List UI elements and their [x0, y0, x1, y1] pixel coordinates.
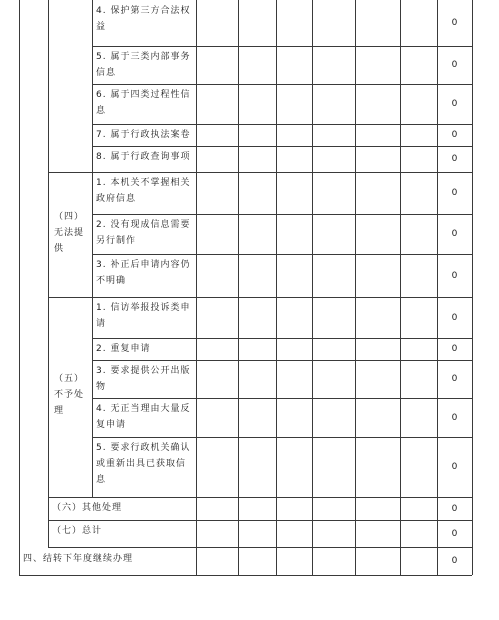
item-label: 7. 属于行政执法案卷	[96, 130, 191, 140]
item-value: 0	[451, 188, 458, 198]
grid-line-h	[92, 146, 472, 147]
summary-value: 0	[451, 528, 458, 539]
group-label: （四）无法提供	[54, 211, 85, 254]
grid-line-h	[92, 254, 472, 255]
grid-line-h	[48, 297, 92, 298]
grid-line-v	[48, 0, 49, 547]
item-label: 4. 无正当理由大量反复申请	[96, 404, 191, 430]
grid-line-v	[19, 0, 20, 575]
grid-line-h	[92, 437, 472, 438]
item-label: 6. 属于四类过程性信息	[96, 90, 191, 116]
grid-line-h	[92, 84, 472, 85]
item-label: 3. 要求提供公开出版物	[96, 366, 191, 392]
item-label: 8. 属于行政查询事项	[96, 152, 191, 162]
item-value: 0	[451, 229, 458, 239]
item-label: 2. 重复申请	[96, 344, 151, 354]
carryover-label: 四、结转下年度继续办理	[23, 554, 134, 564]
grid-line-v	[437, 0, 438, 575]
grid-line-v	[92, 0, 93, 497]
grid-line-h	[48, 497, 92, 498]
group-label: （五）不予处理	[54, 374, 85, 416]
grid-line-h	[92, 360, 472, 361]
grid-line-v	[355, 0, 356, 575]
summary-value: 0	[451, 503, 458, 514]
item-value: 0	[451, 270, 458, 281]
item-label: 4. 保护第三方合法权益	[96, 6, 191, 32]
item-label: 1. 本机关不掌握相关政府信息	[96, 178, 191, 204]
grid-line-v	[196, 0, 197, 575]
grid-line-v	[276, 0, 277, 575]
item-value: 0	[451, 18, 458, 28]
item-label: 1. 信访举报投诉类申请	[96, 303, 191, 329]
item-value: 0	[451, 344, 458, 354]
item-value: 0	[451, 412, 458, 423]
summary-label: （六）其他处理	[52, 503, 123, 513]
grid-line-h	[92, 398, 472, 399]
item-value: 0	[451, 312, 458, 323]
item-value: 0	[451, 154, 458, 164]
grid-line-h	[92, 214, 472, 215]
grid-line-v	[472, 0, 473, 575]
grid-line-h	[92, 338, 472, 339]
grid-line-h	[92, 172, 472, 173]
item-value: 0	[451, 374, 458, 384]
grid-line-h	[48, 547, 472, 548]
grid-line-h	[92, 297, 472, 298]
summary-label: （七）总计	[52, 526, 103, 536]
item-value: 0	[451, 130, 458, 140]
carryover-value: 0	[451, 556, 458, 566]
item-label: 5. 要求行政机关确认或重新出具已获取信息	[96, 443, 191, 485]
grid-line-h	[19, 575, 472, 576]
grid-line-v	[400, 0, 401, 575]
item-label: 5. 属于三类内部事务信息	[96, 52, 191, 78]
item-label: 2. 没有现成信息需要另行制作	[96, 220, 191, 246]
grid-line-v	[312, 0, 313, 575]
item-label: 3. 补正后申请内容仍不明确	[96, 260, 191, 286]
item-value: 0	[451, 60, 458, 70]
grid-line-h	[48, 172, 92, 173]
grid-line-h	[92, 124, 472, 125]
grid-line-v	[238, 0, 239, 575]
grid-line-h	[92, 46, 472, 47]
item-value: 0	[451, 462, 458, 472]
item-value: 0	[451, 99, 458, 109]
grid-line-h	[48, 520, 472, 521]
grid-line-h	[92, 497, 472, 498]
